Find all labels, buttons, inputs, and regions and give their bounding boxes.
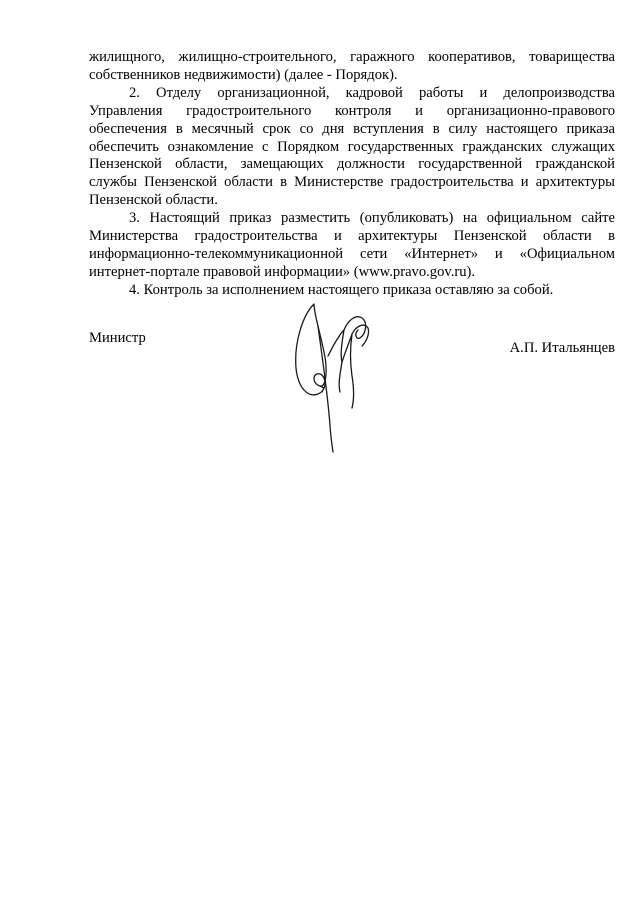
paragraph-2: 2. Отделу организационной, кадровой работы и делопроизводства Управления градостроительного контроля и организационно-правового обеспечения в месячный срок со дня вступления в силу настоящего приказа обеспечить ознакомление с Порядком государственных гражданских служащих Пензенской области, замещающих должности государственной гражданской службы Пензенской области в Министерстве градостроительства и архитектуры Пензенской области. [89,84,615,209]
handwritten-signature [284,296,384,454]
document-body [89,49,615,300]
signer-title: Министр [89,330,146,346]
paragraph-4: 4. Контроль за исполнением настоящего приказа оставляю за собой. [129,281,554,298]
signer-name: А.П. Итальянцев [509,340,615,356]
paragraph-1-continuation: жилищного, жилищно-строительного, гаражного кооперативов, товарищества собственников недвижимости) (далее - Порядок). [89,49,615,83]
paragraph-3: 3. Настоящий приказ разместить (опубликовать) на официальном сайте Министерства градостроительства и архитектуры Пензенской области в информационно-телекоммуникационной сети «Интернет» и «Официальном интернет-портале правовой информации» (www.pravo.gov.ru). [89,210,615,280]
